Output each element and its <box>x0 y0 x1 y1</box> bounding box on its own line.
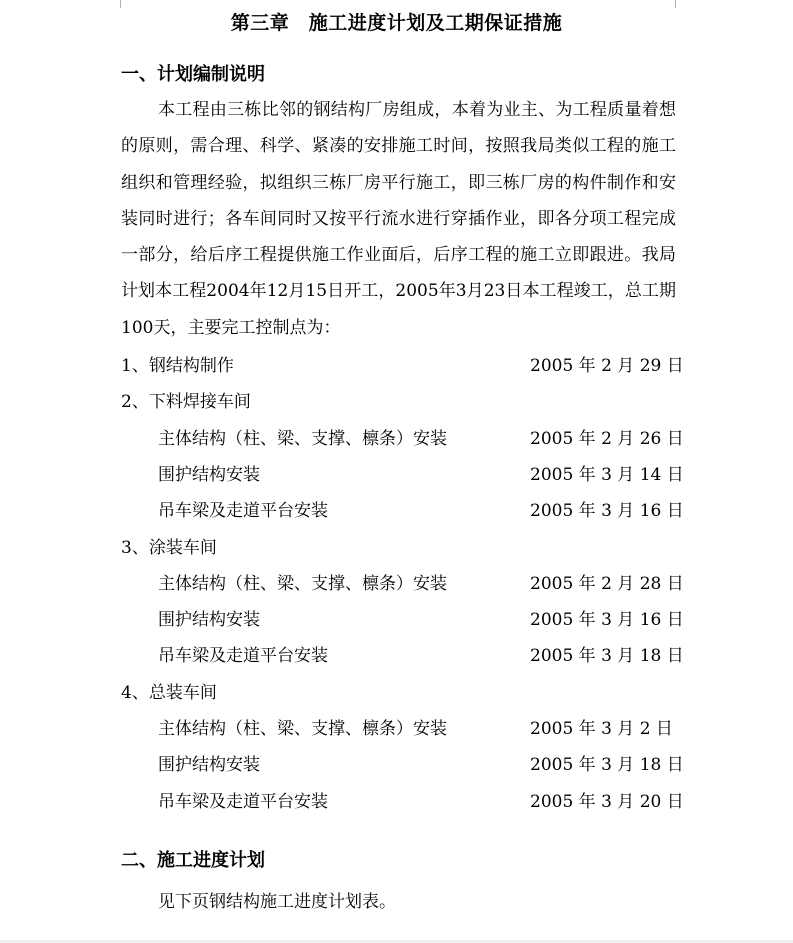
milestone-item <box>121 681 674 705</box>
milestone-label: 围护结构安装 <box>158 755 260 776</box>
milestone-date: 2005 年 3 月 18 日 <box>530 755 684 776</box>
milestone-subitem <box>121 790 684 814</box>
milestone-item <box>121 536 674 560</box>
section-paragraph: 本工程由三栋比邻的钢结构厂房组成，本着为业主、为工程质量着想的原则，需合理、科学、紧凑的安排施工时间，按照我局类似工程的施工组织和管理经验，拟组织三栋厂房平行施工，即三栋厂房的构件制作和安装同时进行；各车间同时又按平行流水进行穿插作业，即各分项工程完成一部分，给后序工程提供施工作业面后，后序工程的施工立即跟进。我局计划本工程2004年12月15日开工，2005年3月23日本工程竣工，总工期100天，主要完工控制点为： <box>121 100 676 338</box>
milestone-subitem <box>121 499 684 523</box>
milestone-date: 2005 年 3 月 14 日 <box>530 464 684 485</box>
milestone-label: 1、钢结构制作 <box>121 356 234 376</box>
schedule-note: 见下页钢结构施工进度计划表。 <box>158 892 396 912</box>
milestone-label: 主体结构（柱、梁、支撑、檩条）安装 <box>158 573 447 594</box>
milestone-date: 2005 年 2 月 28 日 <box>530 573 684 594</box>
milestone-label: 围护结构安装 <box>158 464 260 485</box>
milestone-item <box>121 390 674 414</box>
milestone-date: 2005 年 3 月 16 日 <box>530 501 684 522</box>
chapter-title: 第三章 施工进度计划及工期保证措施 <box>230 12 563 34</box>
milestone-label: 吊车梁及走道平台安装 <box>158 501 328 522</box>
milestone-date: 2005 年 3 月 16 日 <box>530 610 684 631</box>
milestone-date: 2005 年 3 月 18 日 <box>530 646 684 667</box>
milestone-date: 2005 年 2 月 26 日 <box>530 428 684 449</box>
milestone-label: 吊车梁及走道平台安装 <box>158 791 328 812</box>
milestone-date: 2005 年 2 月 29 日 <box>530 356 684 376</box>
milestone-subitem <box>121 572 684 596</box>
milestone-subitem <box>121 753 684 777</box>
milestone-subitem <box>121 608 684 632</box>
milestone-subitem <box>121 427 684 451</box>
page-corner-mark-right <box>675 0 686 8</box>
milestone-subitem <box>121 717 674 741</box>
milestone-label: 主体结构（柱、梁、支撑、檩条）安装 <box>158 719 447 739</box>
section-heading-schedule: 二、施工进度计划 <box>121 850 265 871</box>
milestone-date: 2005 年 3 月 20 日 <box>530 791 684 812</box>
milestone-label: 2、下料焊接车间 <box>121 392 251 413</box>
section-heading-plan-notes: 一、计划编制说明 <box>121 64 265 85</box>
page-corner-mark-left <box>110 0 121 8</box>
milestone-label: 4、总装车间 <box>121 682 217 703</box>
milestone-label: 主体结构（柱、梁、支撑、檩条）安装 <box>158 428 447 449</box>
milestone-label: 3、涂装车间 <box>121 537 217 558</box>
milestone-item <box>121 354 684 378</box>
milestone-label: 围护结构安装 <box>158 610 260 631</box>
milestone-label: 吊车梁及走道平台安装 <box>158 646 328 667</box>
milestone-date: 2005 年 3 月 2 日 <box>530 719 673 739</box>
milestone-subitem <box>121 463 684 487</box>
milestone-subitem <box>121 644 684 668</box>
